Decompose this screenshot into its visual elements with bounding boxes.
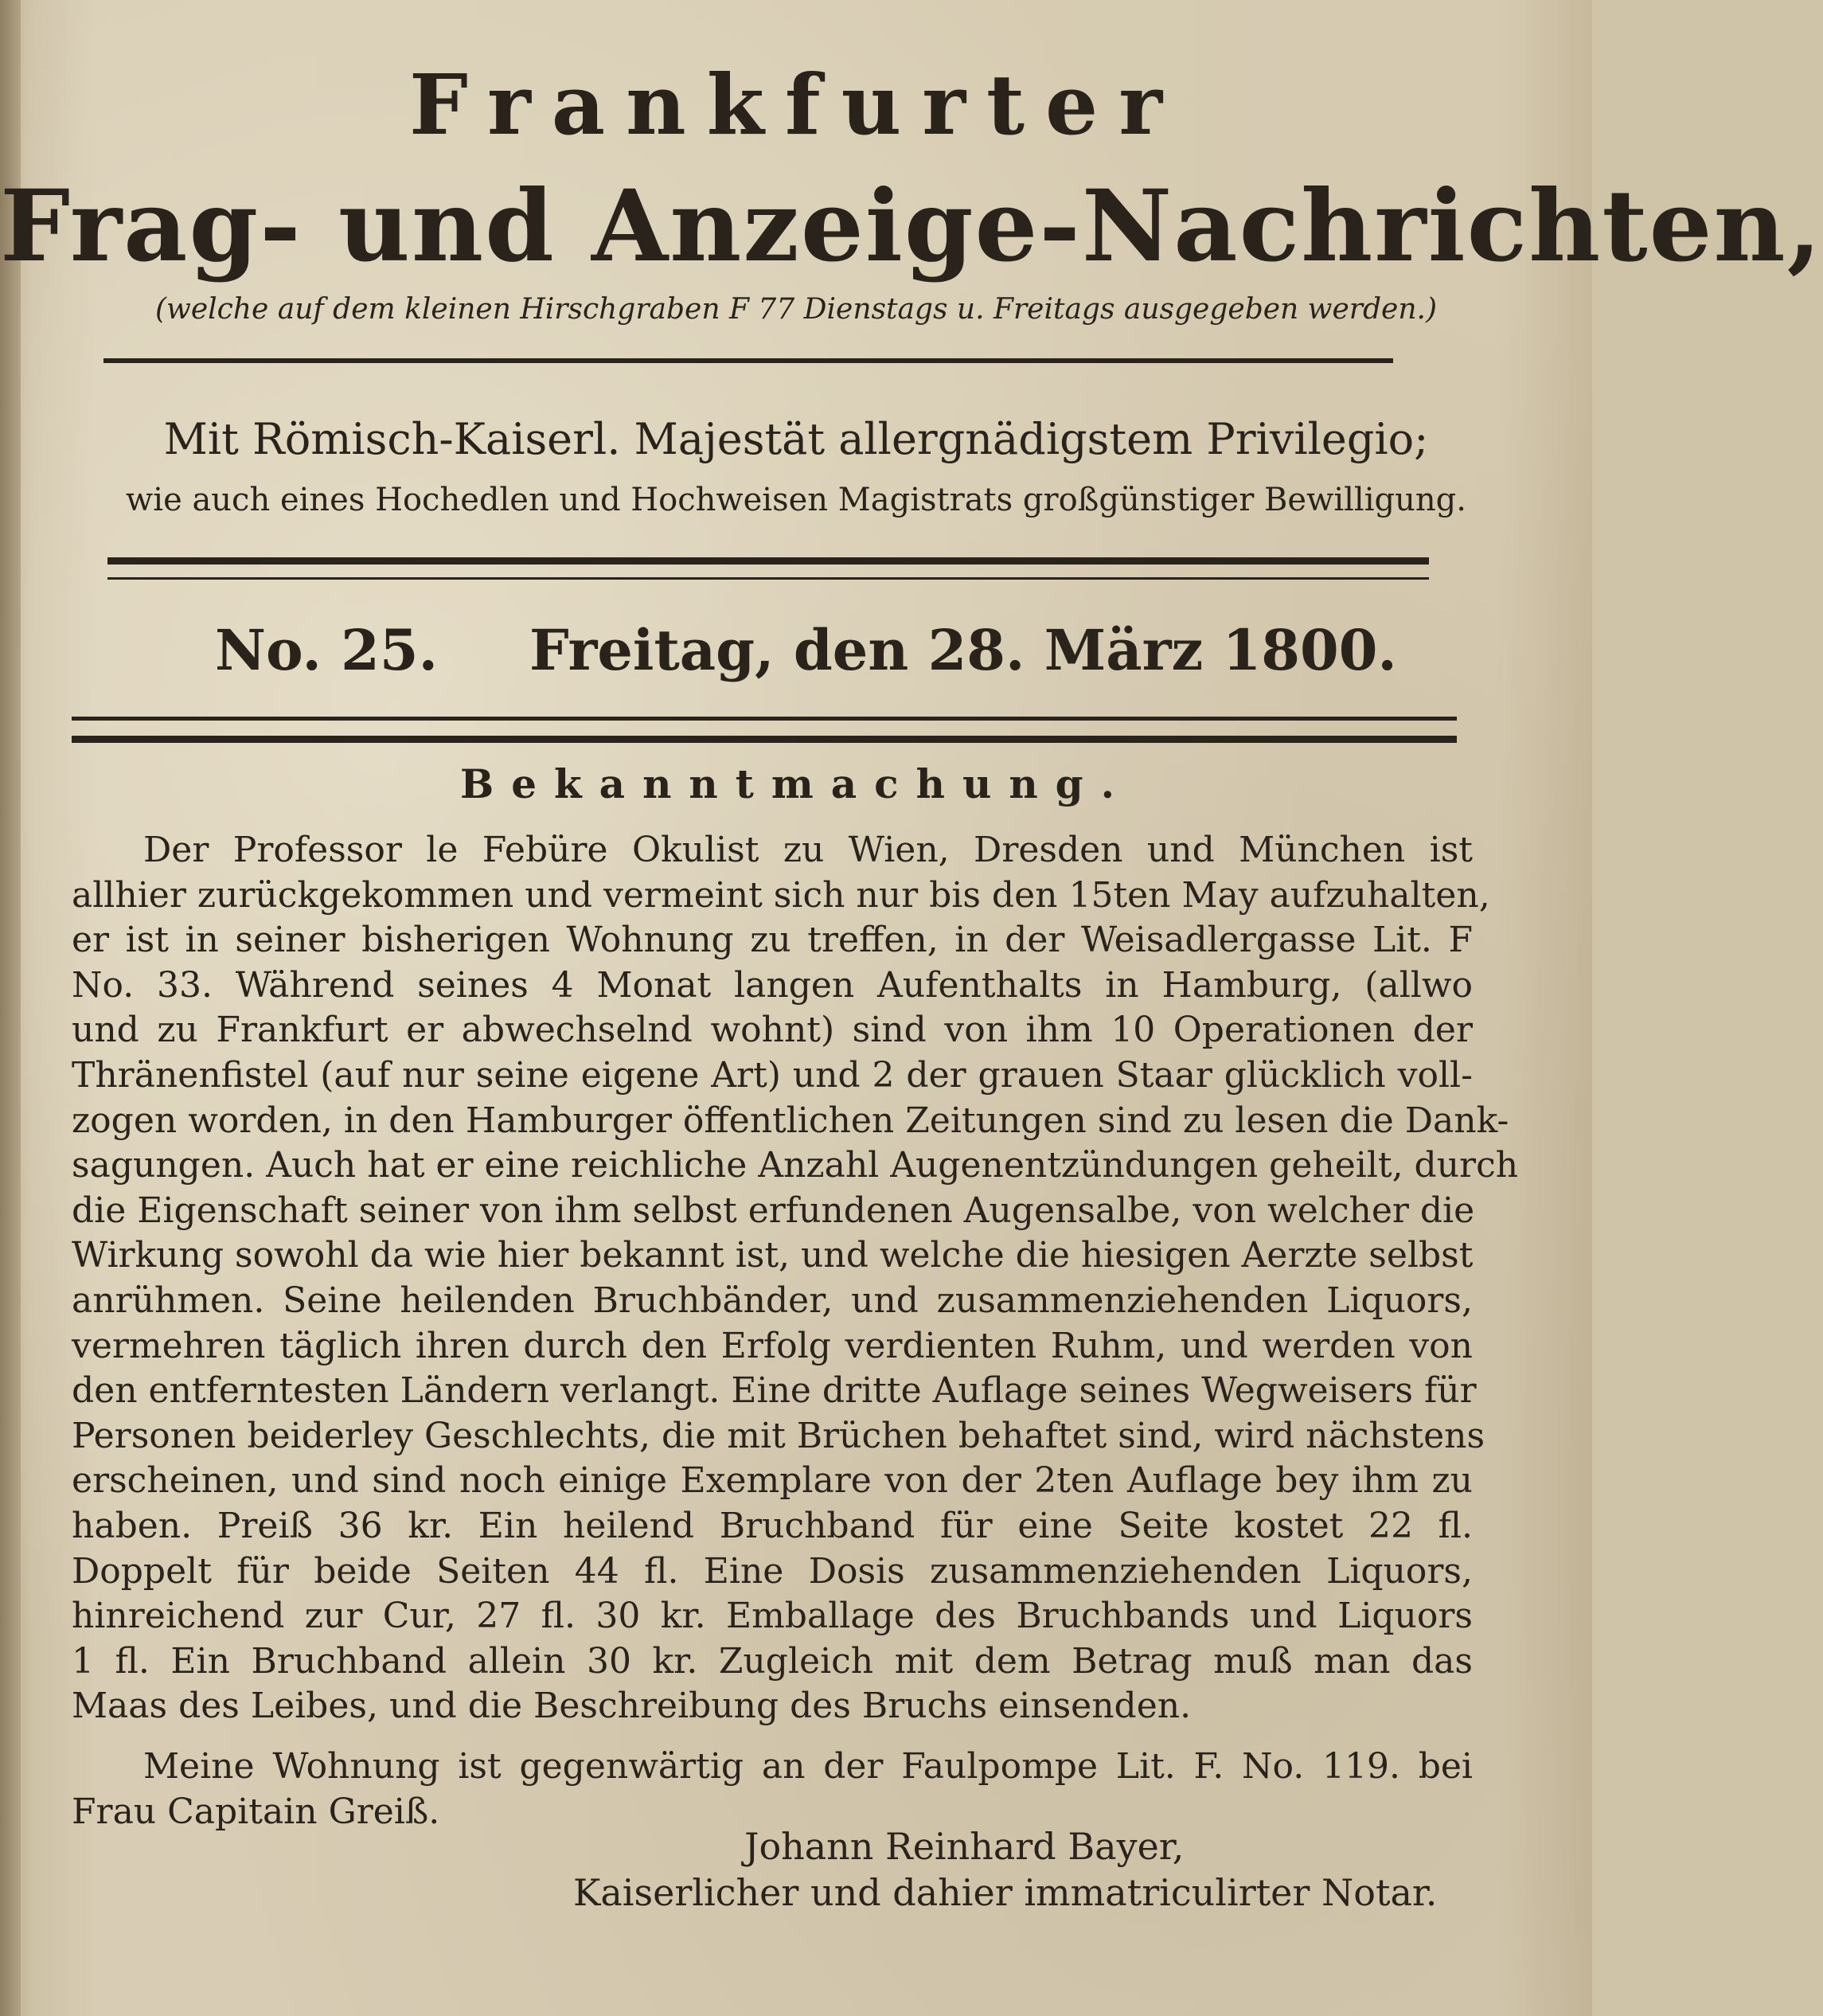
text-line: er ist in seiner bisherigen Wohnung zu treffen, in der Weisadlergasse Lit. F xyxy=(72,920,1473,961)
text-line: Frau Capitain Greiß. xyxy=(72,1791,440,1832)
masthead-title: Frag- und Anzeige-Nachrichten, xyxy=(0,169,1823,284)
divider-rule-thick xyxy=(72,736,1457,743)
text-line: 1 fl. Ein Bruchband allein 30 kr. Zugleich mit dem Betrag muß man das xyxy=(72,1640,1473,1682)
issue-number: No. 25. xyxy=(215,617,438,683)
divider-rule xyxy=(103,358,1393,363)
masthead-city: Frankfurter xyxy=(408,56,1183,154)
privilege-line-1: Mit Römisch-Kaiserl. Majestät allergnädigstem Privilegio; xyxy=(163,414,1429,464)
text-line: vermehren täglich ihren durch den Erfolg verdienten Ruhm, und werden von xyxy=(72,1325,1473,1366)
text-line: Meine Wohnung ist gegenwärtig an der Faulpompe Lit. F. No. 119. bei xyxy=(143,1746,1473,1787)
text-line: zogen worden, in den Hamburger öffentlichen Zeitungen sind zu lesen die Dank- xyxy=(72,1100,1509,1141)
text-line: Der Professor le Febüre Okulist zu Wien, Dresden und München ist xyxy=(143,830,1473,870)
notice-paragraph-2 xyxy=(72,1744,1473,1834)
divider-rule-thick xyxy=(107,557,1429,565)
divider-rule-thin xyxy=(72,717,1457,721)
text-line: sagungen. Auch hat er eine reichliche Anzahl Augenentzündungen geheilt, durch xyxy=(72,1145,1519,1186)
text-line: den entferntesten Ländern verlangt. Eine dritte Auflage seines Wegweisers für xyxy=(72,1370,1477,1412)
text-line: erscheinen, und sind noch einige Exemplare von der 2ten Auflage bey ihm zu xyxy=(72,1460,1473,1502)
text-line: haben. Preiß 36 kr. Ein heilend Bruchband für eine Seite kostet 22 fl. xyxy=(72,1505,1473,1546)
text-line: Doppelt für beide Seiten 44 fl. Eine Dosis zusammenziehenden Liquors, xyxy=(72,1550,1473,1592)
signature-title: Kaiserlicher und dahier immatriculirter Notar. xyxy=(573,1871,1438,1914)
privilege-line-2: wie auch eines Hochedlen und Hochweisen Magistrats großgünstiger Bewilligung. xyxy=(126,482,1466,518)
text-line: anrühmen. Seine heilenden Bruchbänder, und zusammenziehenden Liquors, xyxy=(72,1280,1473,1321)
signature-name: Johann Reinhard Bayer, xyxy=(744,1825,1185,1868)
text-line: und zu Frankfurt er abwechselnd wohnt) sind von ihm 10 Operationen der xyxy=(72,1010,1473,1051)
notice-paragraph-1 xyxy=(72,828,1519,1729)
text-line: die Eigenschaft seiner von ihm selbst erfundenen Augensalbe, von welcher die xyxy=(72,1190,1475,1231)
masthead-subtitle: (welche auf dem kleinen Hirschgraben F 77 Dienstags u. Freitags ausgegeben werden.) xyxy=(154,293,1438,326)
text-line: Maas des Leibes, und die Beschreibung des Bruchs einsenden. xyxy=(72,1686,1192,1727)
text-line: Wirkung sowohl da wie hier bekannt ist, und welche die hiesigen Aerzte selbst xyxy=(72,1235,1474,1276)
text-line: No. 33. Während seines 4 Monat langen Aufenthalts in Hamburg, (allwo xyxy=(72,964,1473,1006)
text-line: Personen beiderley Geschlechts, die mit Brüchen behaftet sind, wird nächstens xyxy=(72,1415,1485,1456)
notice-heading: Bekanntmachung. xyxy=(459,760,1133,807)
text-line: allhier zurückgekommen und vermeint sich nur bis den 15ten May aufzuhalten, xyxy=(72,874,1490,916)
issue-date: Freitag, den 28. März 1800. xyxy=(529,617,1397,683)
text-line: Thränenfistel (auf nur seine eigene Art) und 2 der grauen Staar glücklich voll- xyxy=(72,1054,1473,1096)
divider-rule-thin xyxy=(107,577,1429,580)
text-line: hinreichend zur Cur, 27 fl. 30 kr. Emballage des Bruchbands und Liquors xyxy=(72,1596,1473,1637)
